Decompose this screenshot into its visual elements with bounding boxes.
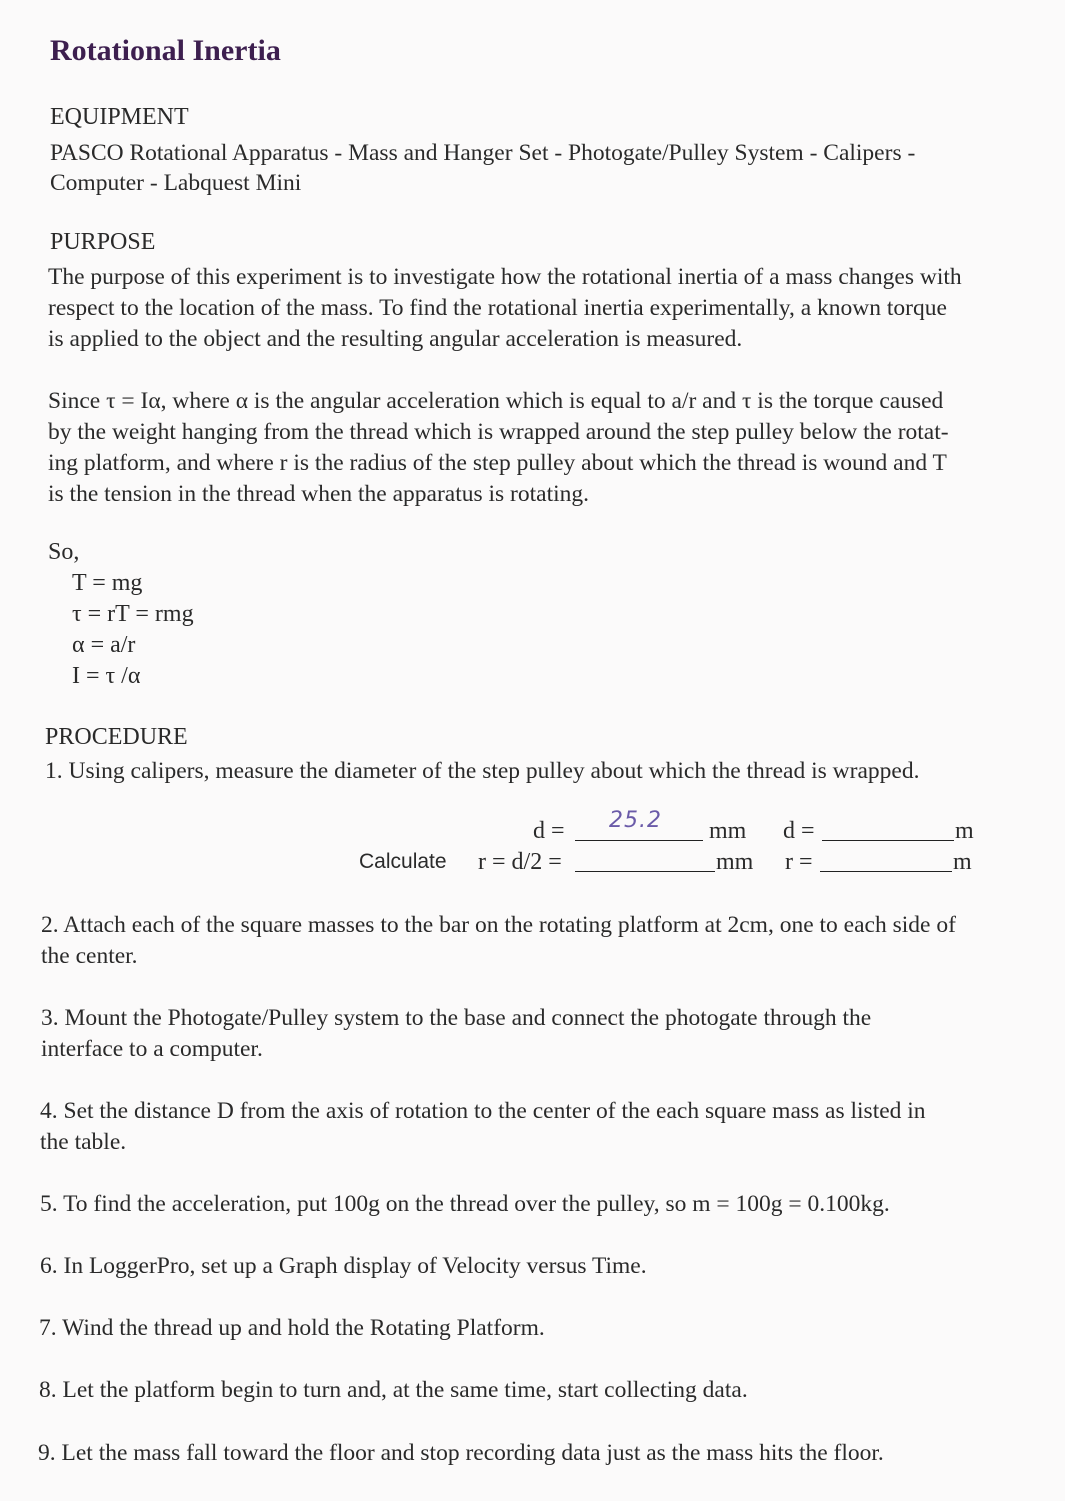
d-m-field	[822, 818, 954, 846]
equation-angular-acceleration: α = a/r	[72, 632, 136, 658]
d-handwritten-value: 25.2	[609, 808, 662, 833]
procedure-step-5: 5. To find the acceleration, put 100g on the thread over the pulley, so m = 100g = 0.100kg.	[40, 1191, 890, 1217]
so-label: So,	[48, 539, 80, 565]
explanation-line-1: Since τ = Iα, where α is the angular acceleration which is equal to a/r and τ is the torque caused	[48, 388, 944, 414]
procedure-heading: PROCEDURE	[45, 724, 188, 750]
explanation-line-4: is the tension in the thread when the apparatus is rotating.	[48, 481, 590, 507]
purpose-heading: PURPOSE	[50, 229, 156, 255]
explanation-line-3: ing platform, and where r is the radius of the step pulley about which the thread is wound and T	[48, 450, 947, 476]
procedure-step-4-line-1: 4. Set the distance D from the axis of rotation to the center of the each square mass as listed in	[40, 1098, 926, 1124]
equipment-line-2: Computer - Labquest Mini	[50, 170, 302, 196]
purpose-line-1: The purpose of this experiment is to investigate how the rotational inertia of a mass changes with	[48, 264, 962, 290]
d-label: d =	[533, 818, 565, 844]
procedure-step-6: 6. In LoggerPro, set up a Graph display of Velocity versus Time.	[40, 1253, 647, 1279]
d-m-blank	[822, 818, 954, 841]
equation-torque: τ = rT = rmg	[72, 601, 194, 627]
equipment-line-1: PASCO Rotational Apparatus - Mass and Hanger Set - Photogate/Pulley System - Calipers -	[50, 140, 916, 166]
purpose-line-2: respect to the location of the mass. To find the rotational inertia experimentally, a known torque	[48, 295, 947, 321]
r-label: r = d/2 =	[478, 849, 562, 875]
equation-tension: T = mg	[72, 570, 143, 596]
r-m-field	[820, 849, 952, 877]
explanation-line-2: by the weight hanging from the thread which is wrapped around the step pulley below the rotat-	[48, 419, 949, 445]
d-m-label: d =	[783, 818, 815, 844]
procedure-step-7: 7. Wind the thread up and hold the Rotating Platform.	[39, 1315, 545, 1341]
r-mm-field	[575, 849, 715, 877]
r-m-blank	[820, 849, 952, 872]
r-mm-blank	[575, 849, 715, 872]
procedure-step-2-line-2: the center.	[41, 943, 138, 969]
r-unit-mm: mm	[716, 849, 754, 875]
procedure-step-4-line-2: the table.	[40, 1129, 127, 1155]
page-title: Rotational Inertia	[50, 34, 281, 67]
r-unit-m: m	[953, 849, 972, 875]
d-unit-m: m	[955, 818, 974, 844]
procedure-step-9: 9. Let the mass fall toward the floor and stop recording data just as the mass hits the floor.	[38, 1440, 884, 1466]
purpose-line-3: is applied to the object and the resulting angular acceleration is measured.	[48, 326, 743, 352]
d-mm-blank	[575, 808, 703, 841]
procedure-step-3-line-1: 3. Mount the Photogate/Pulley system to the base and connect the photogate through the	[41, 1005, 872, 1031]
procedure-step-2-line-1: 2. Attach each of the square masses to the bar on the rotating platform at 2cm, one to each side of	[41, 912, 956, 938]
procedure-step-1: 1. Using calipers, measure the diameter of the step pulley about which the thread is wrapped.	[45, 758, 920, 784]
calculate-label: Calculate	[359, 850, 447, 873]
d-unit-mm: mm	[709, 818, 747, 844]
d-mm-field	[575, 808, 703, 846]
equipment-heading: EQUIPMENT	[50, 104, 189, 130]
procedure-step-3-line-2: interface to a computer.	[41, 1036, 263, 1062]
r-m-label: r =	[785, 849, 813, 875]
equation-inertia: I = τ /α	[72, 663, 141, 689]
procedure-step-8: 8. Let the platform begin to turn and, at the same time, start collecting data.	[39, 1377, 748, 1403]
